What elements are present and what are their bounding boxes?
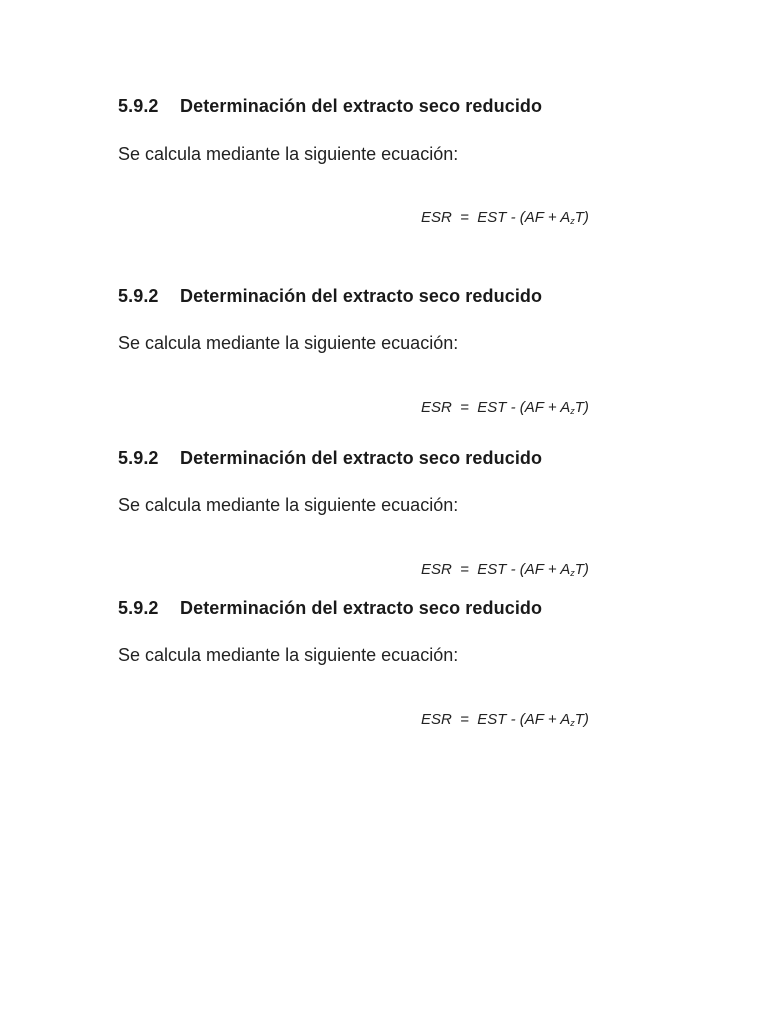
section-number: 5.9.2 bbox=[118, 286, 159, 306]
section-paragraph: Se calcula mediante la siguiente ecuación: bbox=[118, 645, 459, 665]
equation: ESR = EST - $(AF + A_zT)$ bbox=[421, 711, 589, 728]
equation: ESR = EST - $(AF + A_zT)$ bbox=[421, 209, 589, 226]
equation-rhs-end: T) bbox=[574, 561, 589, 578]
equation-rhs-end: T) bbox=[574, 209, 589, 226]
section-paragraph: Se calcula mediante la siguiente ecuación: bbox=[118, 144, 459, 164]
equation-subscript: z bbox=[570, 406, 575, 416]
equation-subscript: z bbox=[570, 568, 575, 578]
section-title: Determinación del extracto seco reducido bbox=[180, 448, 543, 468]
equation-rhs-start: EST - (AF + A bbox=[477, 209, 571, 226]
section-number: 5.9.2 bbox=[118, 448, 159, 468]
equation-rhs-end: T) bbox=[574, 711, 589, 728]
equation-rhs-start: EST - (AF + A bbox=[477, 561, 571, 578]
equation-rhs-start: EST - (AF + A bbox=[477, 711, 571, 728]
equation-rhs-end: T) bbox=[574, 399, 589, 416]
section-paragraph: Se calcula mediante la siguiente ecuación: bbox=[118, 333, 459, 353]
section-heading bbox=[118, 286, 542, 307]
equation-lhs: ESR bbox=[421, 561, 452, 578]
section-heading bbox=[118, 96, 542, 117]
section-title: Determinación del extracto seco reducido bbox=[180, 598, 543, 618]
equation-subscript: z bbox=[570, 718, 575, 728]
equation-lhs: ESR bbox=[421, 399, 452, 416]
equation-lhs: ESR bbox=[421, 711, 452, 728]
equation-lhs: ESR bbox=[421, 209, 452, 226]
section-heading bbox=[118, 448, 542, 469]
equation: ESR = EST - $(AF + A_zT)$ bbox=[421, 399, 589, 416]
equation-subscript: z bbox=[570, 216, 575, 226]
section-title: Determinación del extracto seco reducido bbox=[180, 96, 543, 116]
section-heading bbox=[118, 598, 542, 619]
section-number: 5.9.2 bbox=[118, 96, 159, 116]
equation: ESR = EST - $(AF + A_zT)$ bbox=[421, 561, 589, 578]
section-title: Determinación del extracto seco reducido bbox=[180, 286, 543, 306]
section-paragraph: Se calcula mediante la siguiente ecuación: bbox=[118, 495, 459, 515]
equation-rhs-start: EST - (AF + A bbox=[477, 399, 571, 416]
section-number: 5.9.2 bbox=[118, 598, 159, 618]
